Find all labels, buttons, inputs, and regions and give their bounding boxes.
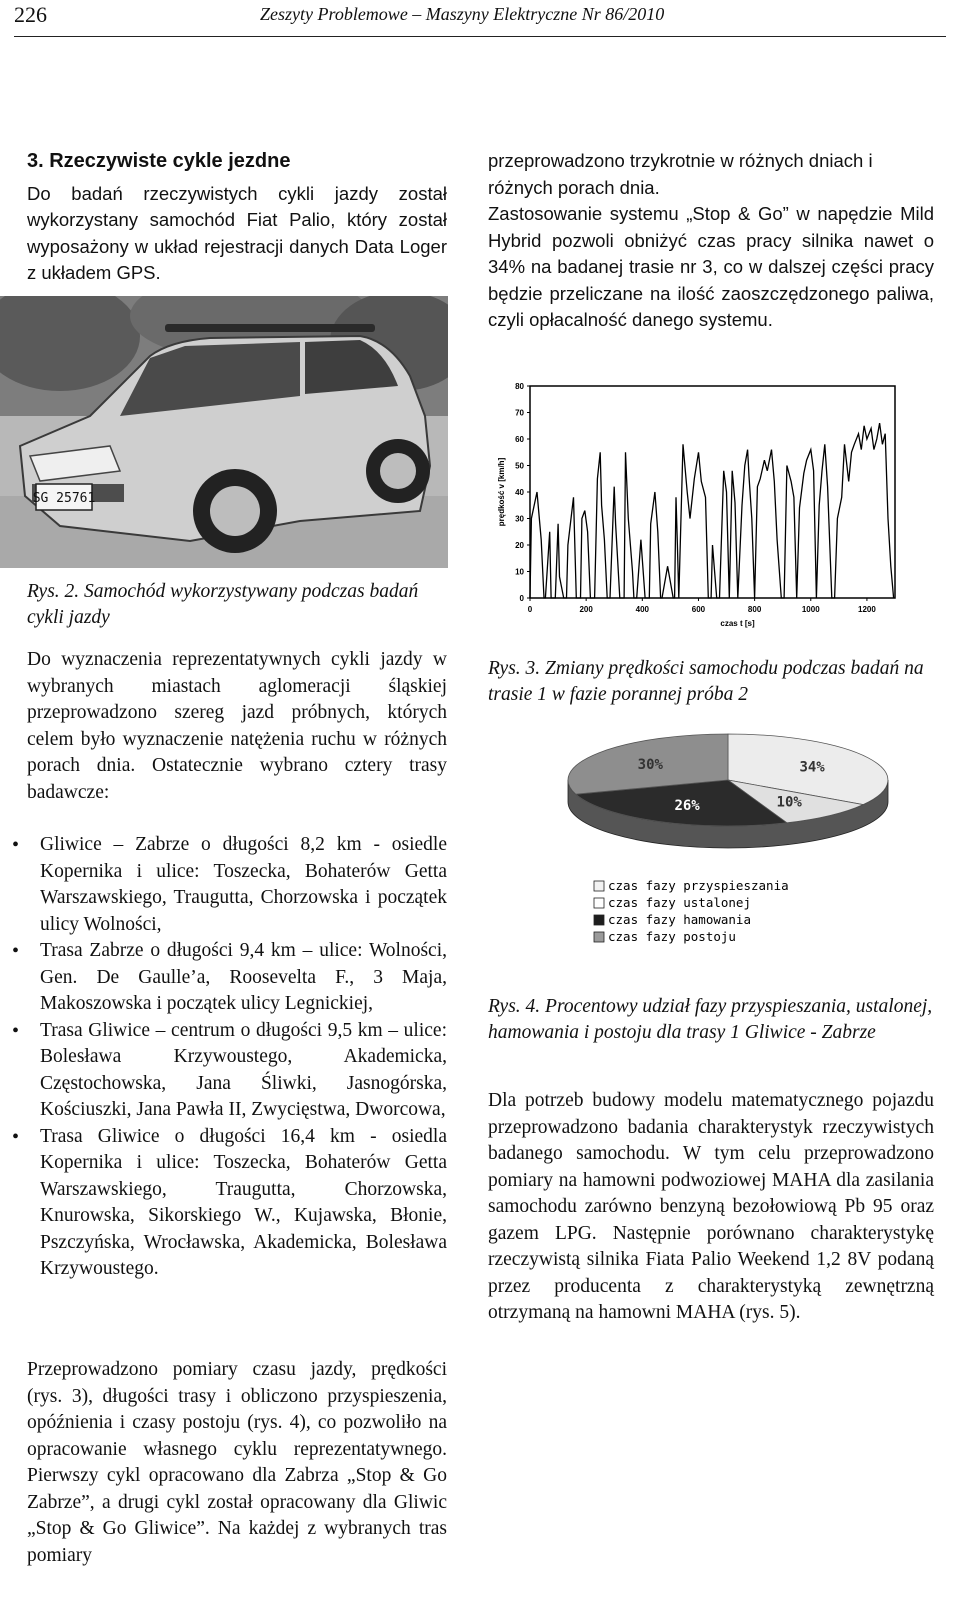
y-tick-label: 10 xyxy=(515,567,524,577)
right-last-text: Dla potrzeb budowy modelu matematycznego pojazdu przeprowadzono badania charakterystyk rzeczywistych badanego samochodu. W tym celu przeprowadzono pomiary na hamowni podwoziowej MAHA dla zasilania samochodu zarówno benzyną bezołowiową Pb 95 oraz gazem LPG. Następnie porównano charakterystykę rzeczywistą silnika Fiata Palio Weekend 1,2 8V podaną przez producenta z charakterystyką zewnętrzną otrzymaną na hamowni MAHA (rys. 5). xyxy=(488,1090,934,1323)
right-continuation: przeprowadzono trzykrotnie w różnych dniach i różnych porach dnia. xyxy=(488,150,873,198)
car-photo xyxy=(0,296,448,568)
pie-data-label: 34% xyxy=(799,759,825,776)
x-tick-label: 800 xyxy=(747,605,762,614)
list-item: • Trasa Gliwice – centrum o długości 9,5 km – ulice: Bolesława Krzywoustego, Akademicka, Częstochowska, Jana Śliwki, Jasnogórska, Kościuszki, Jana Pawła II, Zwycięstwa, Dworcowa, xyxy=(2,1018,447,1124)
y-tick-label: 60 xyxy=(515,435,524,444)
tracks-list-wrapper xyxy=(2,832,447,1283)
x-tick-label: 600 xyxy=(691,605,706,614)
x-tick-label: 1000 xyxy=(801,605,820,614)
fig3-caption: Rys. 3. Zmiany prędkości samochodu podczas badań na trasie 1 w fazie porannej próba 2 xyxy=(488,658,924,705)
y-tick-label: 40 xyxy=(515,488,524,497)
legend-swatch xyxy=(594,898,604,908)
list-item: • Trasa Gliwice o długości 16,4 km - osiedla Kopernika i ulice: Toszecka, Bohaterów Getta Warszawskiego, Traugutta, Chorzowska, Knurowska, Sikorskiego W., Kujawska, Błonie, Pszczyńska, Wrocławska, Akademicka, Bolesława Krzywoustego. xyxy=(2,1124,447,1283)
speed-chart xyxy=(490,378,910,640)
car-photo-drawing xyxy=(0,296,448,568)
x-tick-label: 400 xyxy=(635,605,649,614)
y-tick-label: 0 xyxy=(519,594,524,603)
para2 xyxy=(27,647,447,806)
right-paragraph: Zastosowanie systemu „Stop & Go” w napędzie Mild Hybrid pozwoli obniżyć czas pracy silnika nawet o 34% na badanej trasie nr 3, co w dalszej części pracy będzie przeliczane na ilość zaoszczędzonego paliwa, czyli opłacalność danego systemu. xyxy=(488,203,934,330)
header-divider xyxy=(14,36,946,37)
page-number: 226 xyxy=(14,2,47,27)
journal-title: Zeszyty Problemowe – Maszyny Elektryczne Nr 86/2010 xyxy=(260,4,665,24)
pie-chart xyxy=(548,728,938,973)
x-tick-label: 0 xyxy=(527,605,533,614)
y-tick-label: 50 xyxy=(515,461,524,471)
pie-data-label: 10% xyxy=(776,794,802,811)
x-tick-label: 200 xyxy=(579,605,593,614)
y-axis-label: prędkość v [km/h] xyxy=(497,457,506,527)
list-item: • Gliwice – Zabrze o długości 8,2 km - osiedle Kopernika i ulice: Toszecka, Bohaterów Getta Warszawskiego, Traugutta, Chorzowska i początek ulicy Wolności, xyxy=(2,832,447,938)
para3 xyxy=(27,1357,447,1569)
legend-label: czas fazy postoju xyxy=(608,929,736,944)
y-tick-label: 30 xyxy=(515,514,524,524)
legend-swatch xyxy=(594,932,604,942)
x-tick-label: 1200 xyxy=(858,605,876,614)
right-column-top xyxy=(488,148,934,334)
section-title: 3. Rzeczywiste cykle jezdne xyxy=(27,150,291,172)
para2-text: Do wyznaczenia reprezentatywnych cykli jazdy w wybranych miastach aglomeracji śląskiej przeprowadzono szereg jazd próbnych, których celem było wyznaczenie natężenia ruchu w różnych porach dnia. Ostatecznie wybrano cztery trasy badawcze: xyxy=(27,649,447,803)
pie-data-label: 30% xyxy=(637,756,663,773)
para3-text: Przeprowadzono pomiary czasu jazdy, prędkości (rys. 3), długości trasy i obliczono przyspieszenia, opóźnienia i czasy postoju (rys. 4), co pozwoliło na opracowanie własnego cyklu reprezentatywnego. Pierwszy cykl opracowano dla Zabrza „Stop & Go Zabrze”, a drugi cykl został opracowany dla Gliwic „Stop & Go Gliwice”. Na każdej z wybranych tras pomiary xyxy=(27,1359,447,1566)
tracks-list xyxy=(2,832,447,1283)
list-item: • Trasa Zabrze o długości 9,4 km – ulice: Wolności, Gen. De Gaulle’a, Roosevelta F., 3 Maja, Makoszowska i początek ulicy Legnickiej, xyxy=(2,938,447,1018)
fig4-caption: Rys. 4. Procentowy udział fazy przyspieszania, ustalonej, hamowania i postoju dla trasy 1 Gliwice - Zabrze xyxy=(488,996,933,1043)
fig2-caption: Rys. 2. Samochód wykorzystywany podczas badań cykli jazdy xyxy=(27,581,419,628)
intro-paragraph: Do badań rzeczywistych cykli jazdy został wykorzystany samochód Fiat Palio, który został wyposażony w układ rejestracji danych Data Loger z układem GPS. xyxy=(27,182,447,283)
right-last-paragraph xyxy=(488,1088,934,1327)
legend-swatch xyxy=(594,881,604,891)
legend-label: czas fazy ustalonej xyxy=(608,895,751,910)
legend-swatch xyxy=(594,915,604,925)
y-tick-label: 80 xyxy=(515,382,524,391)
legend-label: czas fazy przyspieszania xyxy=(608,878,789,893)
x-axis-label: czas t [s] xyxy=(720,619,755,628)
y-tick-label: 20 xyxy=(515,541,524,550)
legend-label: czas fazy hamowania xyxy=(608,912,751,927)
y-tick-label: 70 xyxy=(515,408,524,418)
left-column-top xyxy=(27,148,447,287)
pie-data-label: 26% xyxy=(674,798,700,814)
license-plate: SG 25761 xyxy=(32,491,96,506)
